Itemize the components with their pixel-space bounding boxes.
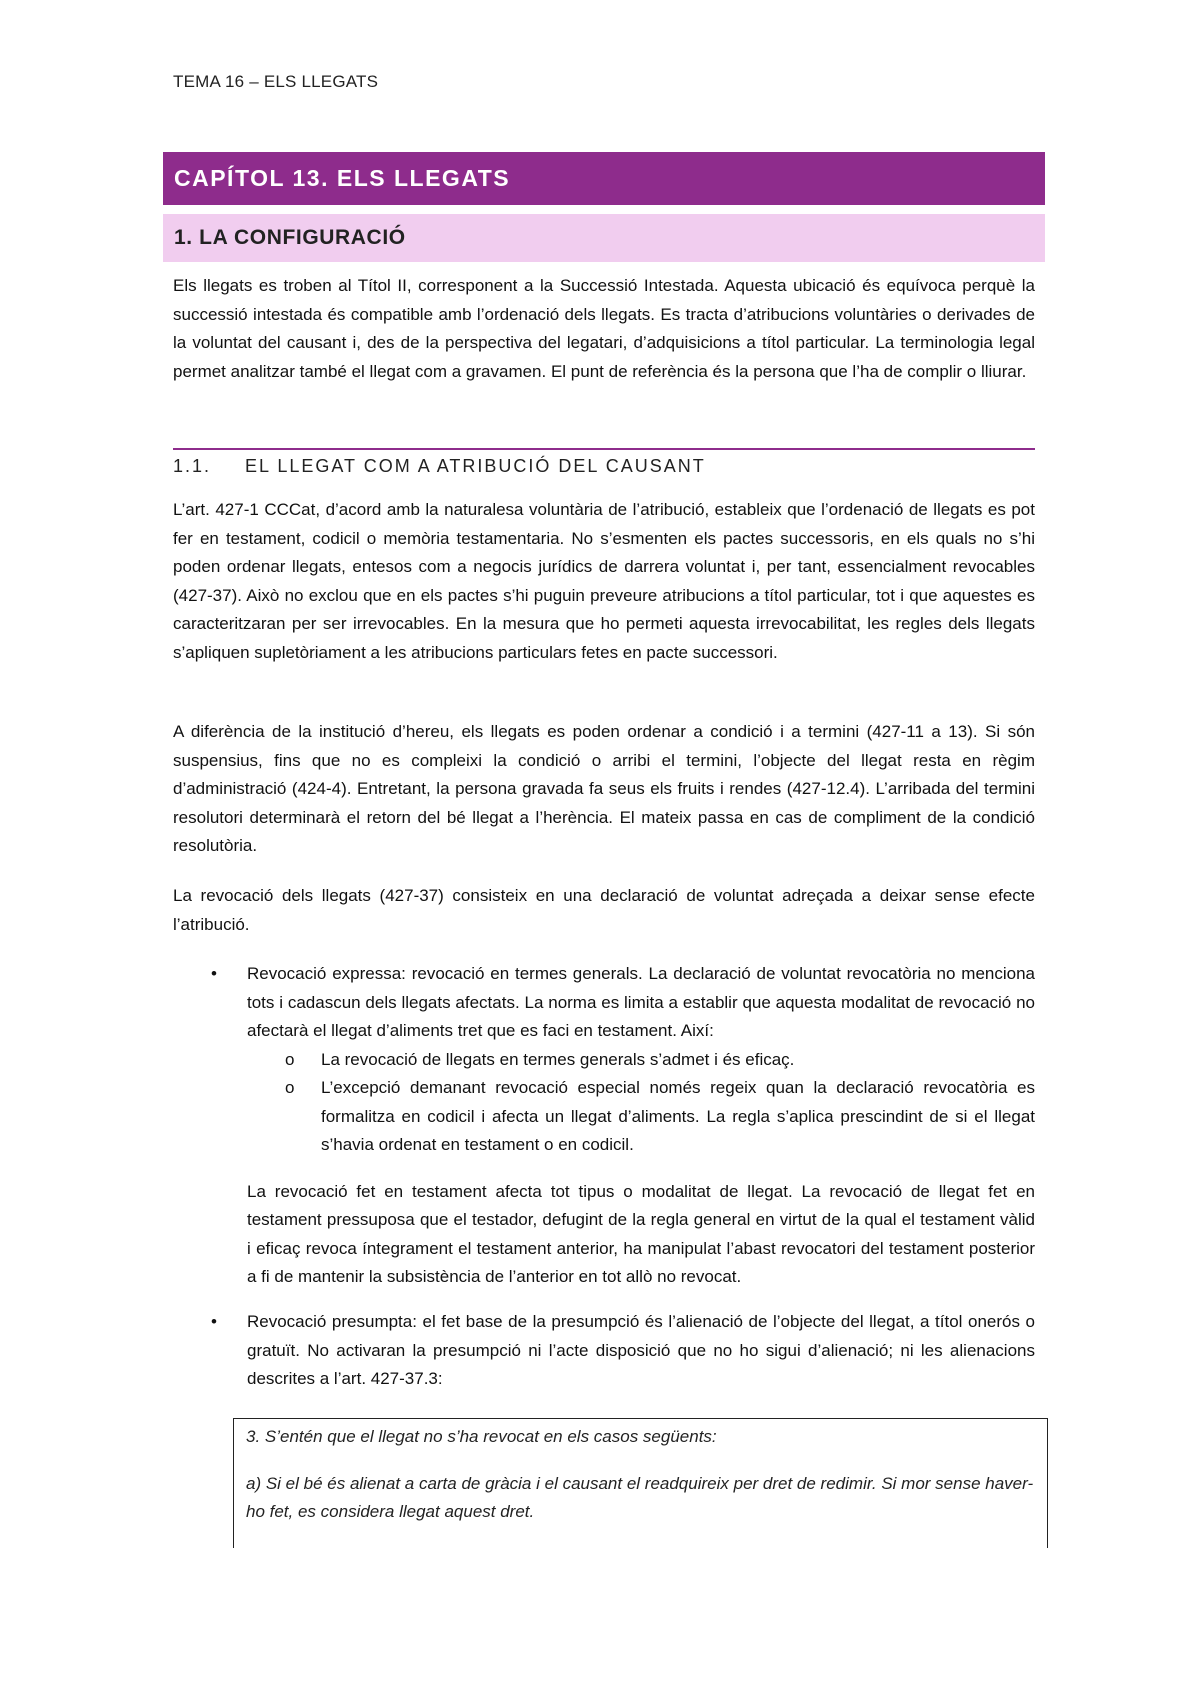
chapter-heading: CAPÍTOL 13. ELS LLEGATS	[163, 152, 1045, 205]
quote-line: 3. S’entén que el llegat no s’ha revocat en els casos següents:	[246, 1427, 717, 1446]
body-block-3	[173, 882, 1035, 939]
subsection-number: 1.1.	[173, 456, 212, 476]
list-item	[173, 1308, 1035, 1394]
body-paragraph: La revocació dels llegats (427-37) consisteix en una declaració de voluntat adreçada a deixar sense efecte l’atribució.	[173, 886, 1035, 934]
intro-block	[173, 272, 1035, 386]
page-header: TEMA 16 – ELS LLEGATS	[173, 72, 379, 91]
subsection-heading	[173, 448, 1035, 486]
sub-list-item-text: La revocació de llegats en termes generals s’admet i és eficaç.	[321, 1049, 795, 1069]
circle-bullet-icon: o	[285, 1049, 295, 1069]
legal-quote-box	[233, 1418, 1048, 1548]
sub-list-item-text: L’excepció demanant revocació especial només regeix quan la declaració revocatòria es formalitza en codicil i afecta un llegat d’aliments. La regla s’aplica prescindint de si el llegat s’havia ordenat en testament o en codicil.	[321, 1078, 1035, 1154]
body-paragraph: A diferència de la institució d’hereu, els llegats es poden ordenar a condició i a termini (427-11 a 13). Si són suspensius, fins que no es compleixi la condició o arribi el termini, l’objecte del llegat resta en règim d’administració (424-4). Entretant, la persona gravada fa seus els fruits i rendes (427-12.4). L’arribada del termini resolutori determinarà el retorn del bé llegat a l’herència. El mateix passa en cas de compliment de la condició resolutòria.	[173, 722, 1035, 855]
sub-list-item	[173, 1046, 1035, 1075]
list-item-text: Revocació expressa: revocació en termes generals. La declaració de voluntat revocatòria no menciona tots i cadascun dels llegats afectats. La norma es limita a establir que aquesta modalitat de revocació no afectarà el llegat d’aliments tret que es faci en testament. Així:	[247, 964, 1035, 1040]
quote-line: a) Si el bé és alienat a carta de gràcia i el causant el readquireix per dret de redimir. Si mor sense haver-ho fet, es considera llegat aquest dret.	[246, 1473, 1034, 1521]
subsection-title: EL LLEGAT COM A ATRIBUCIÓ DEL CAUSANT	[245, 456, 706, 476]
list-item	[173, 960, 1035, 1046]
bullet-icon: •	[211, 964, 217, 983]
list-item-continuation: La revocació fet en testament afecta tot tipus o modalitat de llegat. La revocació de llegat fet en testament pressuposa que el testador, defugint de la regla general en virtut de la qual el testament vàlid i eficaç revoca íntegrament el testament anterior, ha manipulat l’abast revocatori del testament posterior a fi de mantenir la subsistència de l’anterior en tot allò no revocat.	[247, 1181, 1035, 1286]
body-block-1	[173, 496, 1035, 667]
list-item-text: Revocació presumpta: el fet base de la presumpció és l’alienació de l’objecte del llegat, a títol onerós o gratuït. No activaran la presumpció ni l’acte disposició que no ho sigui d’alienació; ni les alienacions descrites a l’art. 427-37.3:	[247, 1312, 1035, 1388]
body-paragraph: L’art. 427-1 CCCat, d’acord amb la naturalesa voluntària de l’atribució, estableix que l’ordenació de llegats es pot fer en testament, codicil o memòria testamentaria. No s’esmenten els pactes successoris, en els quals no s’hi poden ordenar llegats, entesos com a negocis jurídics de darrera voluntat i, per tant, essencialment revocables (427-37). Això no exclou que en els pactes s’hi puguin preveure atribucions a títol particular, tot i que aquestes es caracteritzaran per ser irrevocables. En la mesura que ho permeti aquesta irrevocabilitat, les regles dels llegats s’apliquen supletòriament a les atribucions particulars fetes en pacte successori.	[173, 500, 1035, 662]
intro-paragraph: Els llegats es troben al Títol II, corresponent a la Successió Intestada. Aquesta ubicació és equívoca perquè la successió intestada és compatible amb l’ordenació dels llegats. Es tracta d’atribucions voluntàries o derivades de la voluntat del causant i, des de la perspectiva del legatari, d’adquisicions a títol particular. La terminologia legal permet analitzar també el llegat com a gravamen. El punt de referència és la persona que l’ha de complir o lliurar.	[173, 276, 1035, 381]
body-block-2	[173, 718, 1035, 861]
section-heading: 1. LA CONFIGURACIÓ	[163, 214, 1045, 262]
bullet-icon: •	[211, 1312, 217, 1331]
bullet-list-2	[173, 1308, 1035, 1394]
bullet-list-1	[173, 960, 1035, 1292]
sub-list-item	[173, 1074, 1035, 1160]
circle-bullet-icon: o	[285, 1078, 295, 1097]
